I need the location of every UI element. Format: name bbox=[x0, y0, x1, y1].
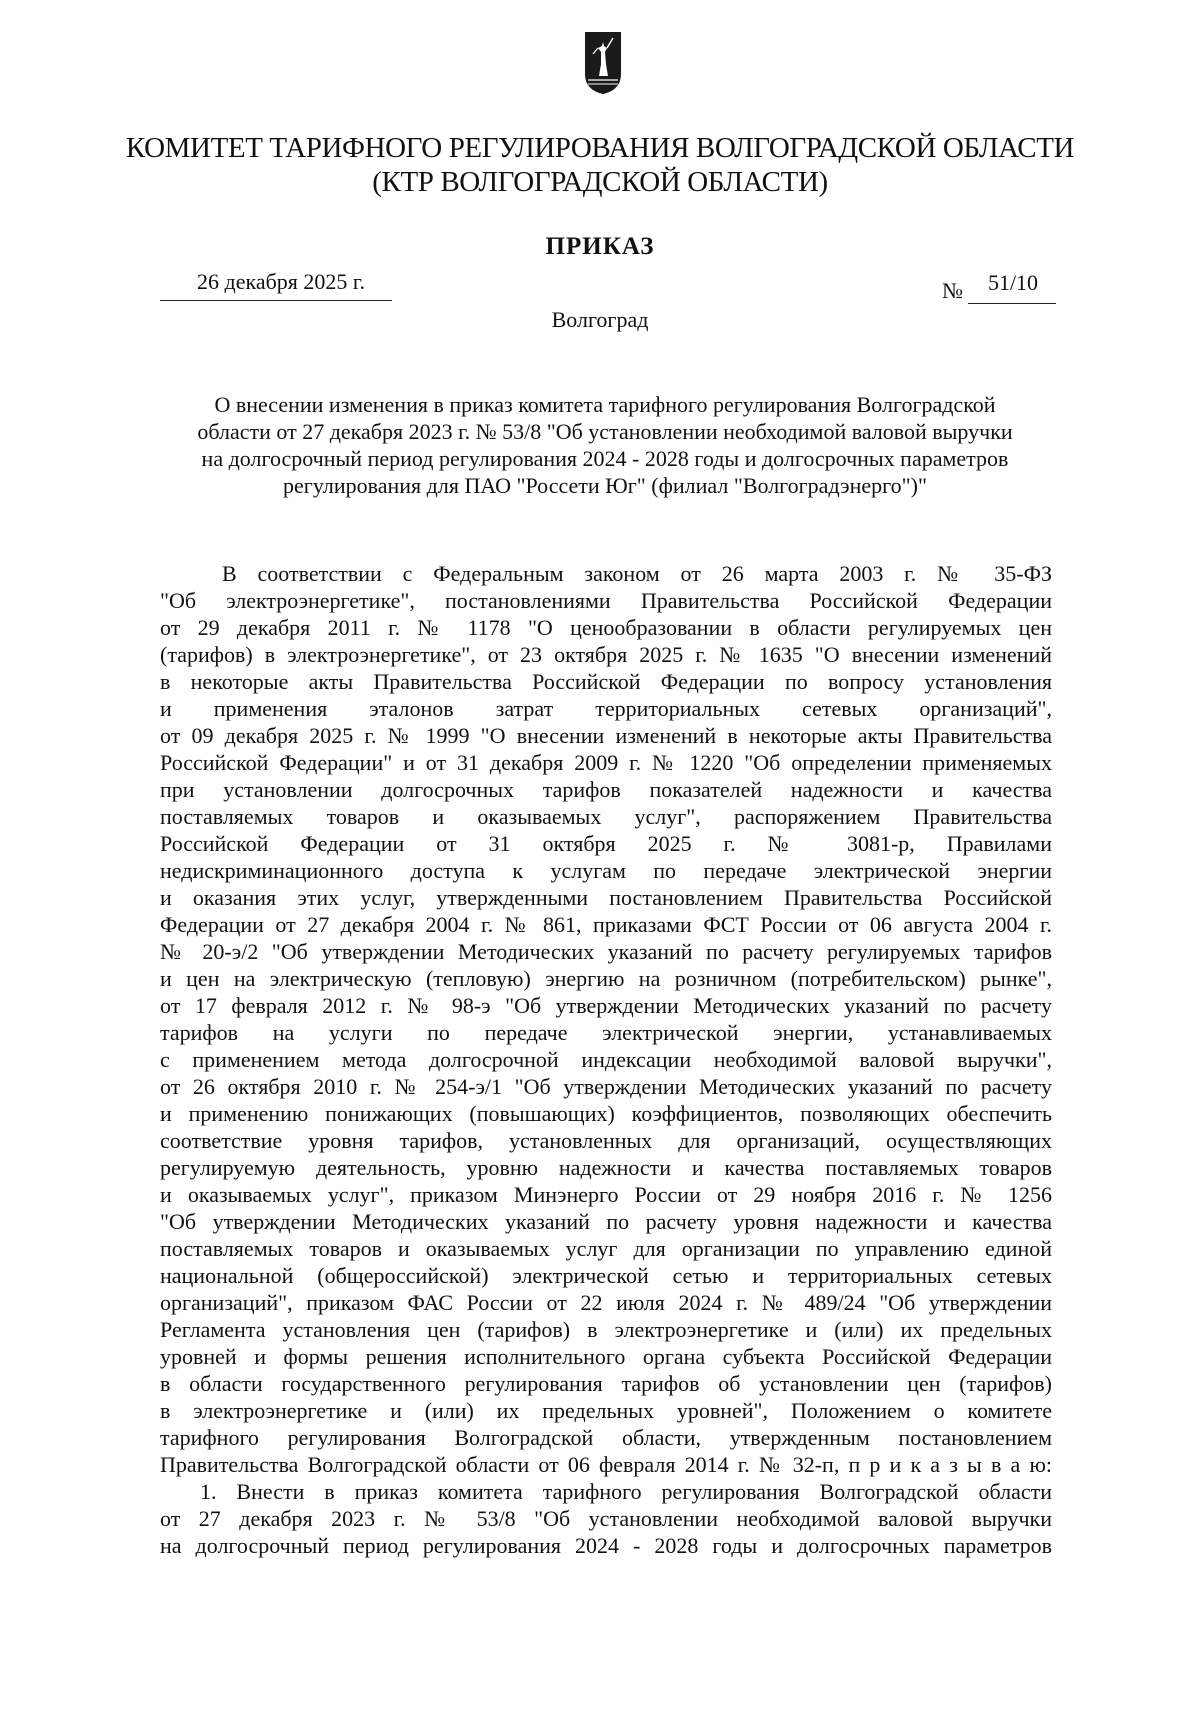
body-line: от 26 октября 2010 г. № 254-э/1 "Об утверждении Методических указаний по расчету bbox=[160, 1074, 1052, 1099]
coat-of-arms-icon bbox=[583, 30, 623, 96]
document-number: 51/10 bbox=[987, 270, 1039, 295]
subject-line: области от 27 декабря 2023 г. № 53/8 "Об установлении необходимой валовой выручки bbox=[197, 419, 1013, 444]
body-line: в области государственного регулирования тарифов об установлении цен (тарифов) bbox=[160, 1371, 1052, 1396]
body-line: В соответствии с Федеральным законом от 26 марта 2003 г. № 35-ФЗ bbox=[222, 561, 1052, 586]
body-line: в некоторые акты Правительства Российской Федерации по вопросу установления bbox=[160, 669, 1052, 694]
body-line: тарифов на услуги по передаче электрической энергии, устанавливаемых bbox=[160, 1020, 1052, 1045]
body-line: от 27 декабря 2023 г. № 53/8 "Об установлении необходимой валовой выручки bbox=[160, 1506, 1052, 1531]
body-line: при установлении долгосрочных тарифов показателей надежности и качества bbox=[160, 777, 1052, 802]
body-line: Российской Федерации от 31 октября 2025 г. № 3081-р, Правилами bbox=[160, 831, 1052, 856]
body-line: организаций", приказом ФАС России от 22 июля 2024 г. № 489/24 "Об утверждении bbox=[160, 1290, 1052, 1315]
body-line: тарифного регулирования Волгоградской области, утвержденным постановлением bbox=[160, 1425, 1052, 1450]
body-line: от 29 декабря 2011 г. № 1178 "О ценообразовании в области регулируемых цен bbox=[160, 615, 1052, 640]
number-label: № bbox=[942, 278, 963, 303]
org-title-line2: (КТР ВОЛГОГРАДСКОЙ ОБЛАСТИ) bbox=[372, 166, 828, 198]
body-line: на долгосрочный период регулирования 2024 - 2028 годы и долгосрочных параметров bbox=[160, 1533, 1052, 1558]
body-line: поставляемых товаров и оказываемых услуг для организации по управлению единой bbox=[160, 1236, 1052, 1261]
body-line: Федерации от 27 декабря 2004 г. № 861, приказами ФСТ России от 06 августа 2004 г. bbox=[160, 912, 1052, 937]
subject-line: на долгосрочный период регулирования 2024 - 2028 годы и долгосрочных параметров bbox=[201, 446, 1009, 471]
body-line: недискриминационного доступа к услугам по передаче электрической энергии bbox=[160, 858, 1052, 883]
body-line: от 09 декабря 2025 г. № 1999 "О внесении изменений в некоторые акты Правительства bbox=[160, 723, 1052, 748]
body-line: уровней и формы решения исполнительного органа субъекта Российской Федерации bbox=[160, 1344, 1052, 1369]
body-line: 1. Внести в приказ комитета тарифного регулирования Волгоградской области bbox=[200, 1479, 1052, 1504]
number-underline bbox=[968, 303, 1056, 304]
body-line: в электроэнергетике и (или) их предельных уровней", Положением о комитете bbox=[160, 1398, 1052, 1423]
body-line: Правительства Волгоградской области от 06 февраля 2014 г. № 32-п, п р и к а з ы в а ю: bbox=[160, 1452, 1052, 1477]
body-line: и применения эталонов затрат территориальных сетевых организаций", bbox=[160, 696, 1052, 721]
body-line: с применением метода долгосрочной индексации необходимой валовой выручки", bbox=[160, 1047, 1052, 1072]
body-line: поставляемых товаров и оказываемых услуг", распоряжением Правительства bbox=[160, 804, 1052, 829]
body-line: и оказания этих услуг, утвержденными постановлением Правительства Российской bbox=[160, 885, 1052, 910]
document-type: ПРИКАЗ bbox=[545, 233, 655, 260]
subject-line: О внесении изменения в приказ комитета тарифного регулирования Волгоградской bbox=[214, 392, 996, 417]
body-line: Российской Федерации" и от 31 декабря 2009 г. № 1220 "Об определении применяемых bbox=[160, 750, 1052, 775]
document-subject bbox=[150, 391, 1060, 499]
subject-line: регулирования для ПАО "Россети Юг" (филиал "Волгоградэнерго")" bbox=[283, 473, 927, 498]
document-body bbox=[160, 560, 1052, 1559]
body-line: "Об утверждении Методических указаний по расчету уровня надежности и качества bbox=[160, 1209, 1052, 1234]
body-line: № 20-э/2 "Об утверждении Методических указаний по расчету регулируемых тарифов bbox=[160, 939, 1052, 964]
body-line: и оказываемых услуг", приказом Минэнерго России от 29 ноября 2016 г. № 1256 bbox=[160, 1182, 1052, 1207]
body-line: (тарифов) в электроэнергетике", от 23 октября 2025 г. № 1635 "О внесении изменений bbox=[160, 642, 1052, 667]
body-line: Регламента установления цен (тарифов) в электроэнергетике и (или) их предельных bbox=[160, 1317, 1052, 1342]
org-title-line1: КОМИТЕТ ТАРИФНОГО РЕГУЛИРОВАНИЯ ВОЛГОГРАДСКОЙ ОБЛАСТИ bbox=[125, 132, 1075, 164]
body-line: и применению понижающих (повышающих) коэффициентов, позволяющих обеспечить bbox=[160, 1101, 1052, 1126]
body-line: и цен на электрическую (тепловую) энергию на розничном (потребительском) рынке", bbox=[160, 966, 1052, 991]
body-line: регулируемую деятельность, уровню надежности и качества поставляемых товаров bbox=[160, 1155, 1052, 1180]
body-line: от 17 февраля 2012 г. № 98-э "Об утверждении Методических указаний по расчету bbox=[160, 993, 1052, 1018]
document-date: 26 декабря 2025 г. bbox=[197, 269, 365, 294]
body-line: "Об электроэнергетике", постановлениями Правительства Российской Федерации bbox=[160, 588, 1052, 613]
body-line: соответствие уровня тарифов, установленных для организаций, осуществляющих bbox=[160, 1128, 1052, 1153]
body-line: национальной (общероссийской) электрической сетью и территориальных сетевых bbox=[160, 1263, 1052, 1288]
document-city: Волгоград bbox=[551, 307, 649, 332]
date-underline bbox=[160, 300, 392, 301]
